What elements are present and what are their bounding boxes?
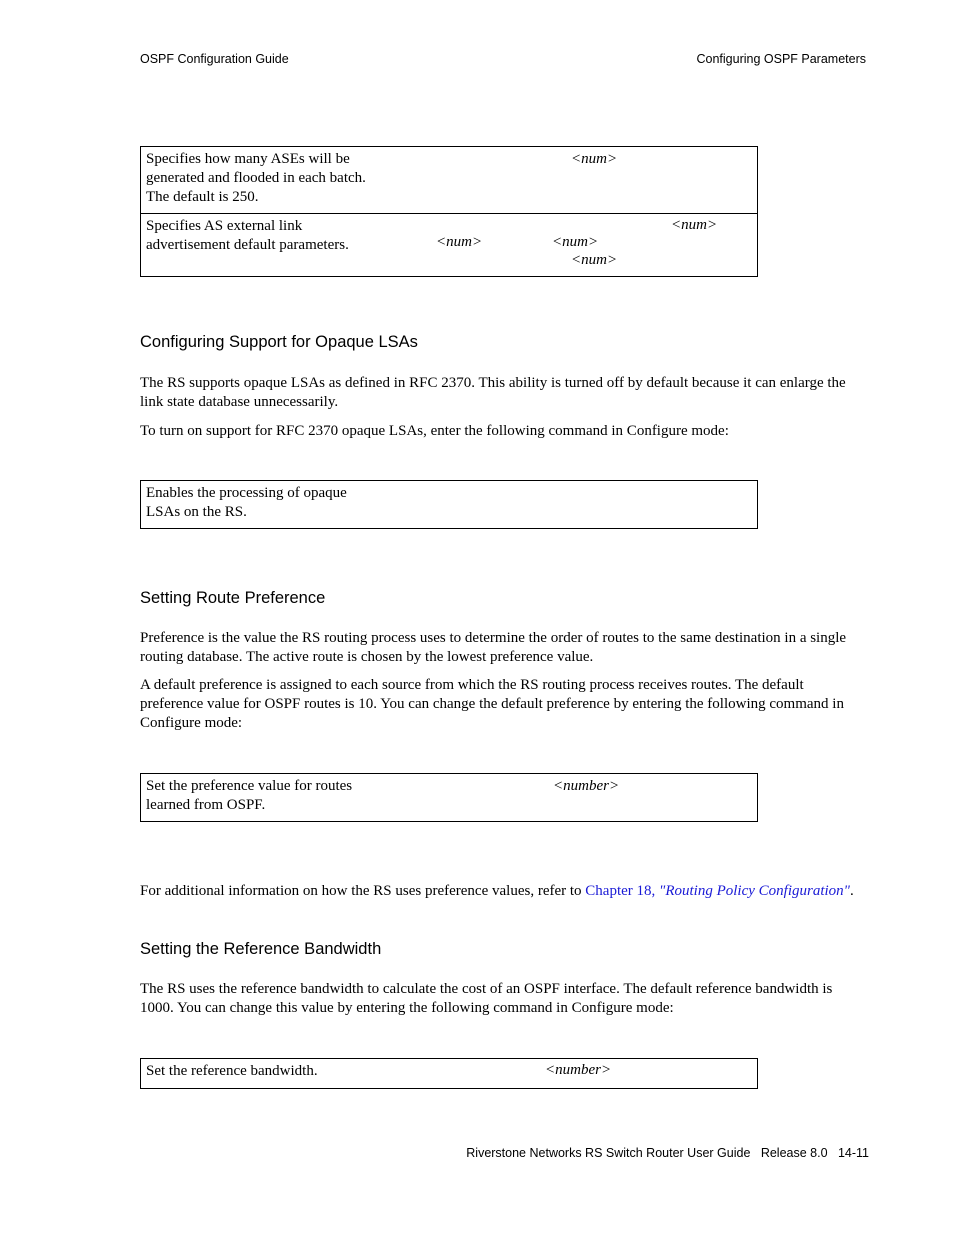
table-row xyxy=(141,213,757,276)
preference-command-table xyxy=(140,773,758,822)
table-row-description: Enables the processing of opaque LSAs on the RS. xyxy=(146,485,347,520)
running-header-left: OSPF Configuration Guide xyxy=(140,52,289,66)
opaque-lsa-command-table xyxy=(140,480,758,529)
running-footer: Riverstone Networks RS Switch Router User Guide Release 8.0 14-11 xyxy=(466,1146,869,1160)
number-argument: <number> xyxy=(553,778,620,794)
num-argument: <num> xyxy=(436,234,483,250)
paragraph: The RS uses the reference bandwidth to calculate the cost of an OSPF interface. The default reference bandwidth is 1000. You can change this value by entering the following command in Configure mode: xyxy=(140,981,833,1016)
section-heading: Setting Route Preference xyxy=(140,589,326,607)
running-header-right: Configuring OSPF Parameters xyxy=(696,52,866,66)
chapter-link[interactable]: Chapter 18, "Routing Policy Configuration" xyxy=(585,883,850,899)
paragraph: To turn on support for RFC 2370 opaque LSAs, enter the following command in Configure mode: xyxy=(140,423,729,439)
page-number: 14-11 xyxy=(837,1146,869,1160)
table-row-description: Specifies AS external link advertisement default parameters. xyxy=(146,218,349,253)
num-argument: <num> xyxy=(571,252,618,268)
section-heading: Setting the Reference Bandwidth xyxy=(140,940,382,958)
table-row-description: Set the reference bandwidth. xyxy=(146,1063,318,1079)
paragraph: A default preference is assigned to each source from which the RS routing process receives routes. The default preference value for OSPF routes is 10. You can change the default preference by entering the following command in Configure mode: xyxy=(140,677,844,731)
reference-bandwidth-command-table xyxy=(140,1058,758,1089)
paragraph: The RS supports opaque LSAs as defined in RFC 2370. This ability is turned off by default because it can enlarge the link state database unnecessarily. xyxy=(140,375,846,410)
table-row-description: Specifies how many ASEs will be generated and flooded in each batch. The default is 250. xyxy=(146,151,366,205)
num-argument: <num> xyxy=(671,217,718,233)
num-argument: <num> xyxy=(552,234,599,250)
num-argument: <num> xyxy=(571,151,618,167)
table-row-description: Set the preference value for routes learned from OSPF. xyxy=(146,778,353,813)
table-row xyxy=(141,147,757,213)
cross-reference-paragraph: For additional information on how the RS uses preference values, refer to Chapter 18, "Routing Policy Configuration". xyxy=(140,883,854,899)
section-heading: Configuring Support for Opaque LSAs xyxy=(140,333,418,351)
number-argument: <number> xyxy=(545,1062,612,1078)
paragraph: Preference is the value the RS routing process uses to determine the order of routes to the same destination in a single routing database. The active route is chosen by the lowest preference value. xyxy=(140,630,847,665)
ase-parameters-table xyxy=(140,146,758,277)
